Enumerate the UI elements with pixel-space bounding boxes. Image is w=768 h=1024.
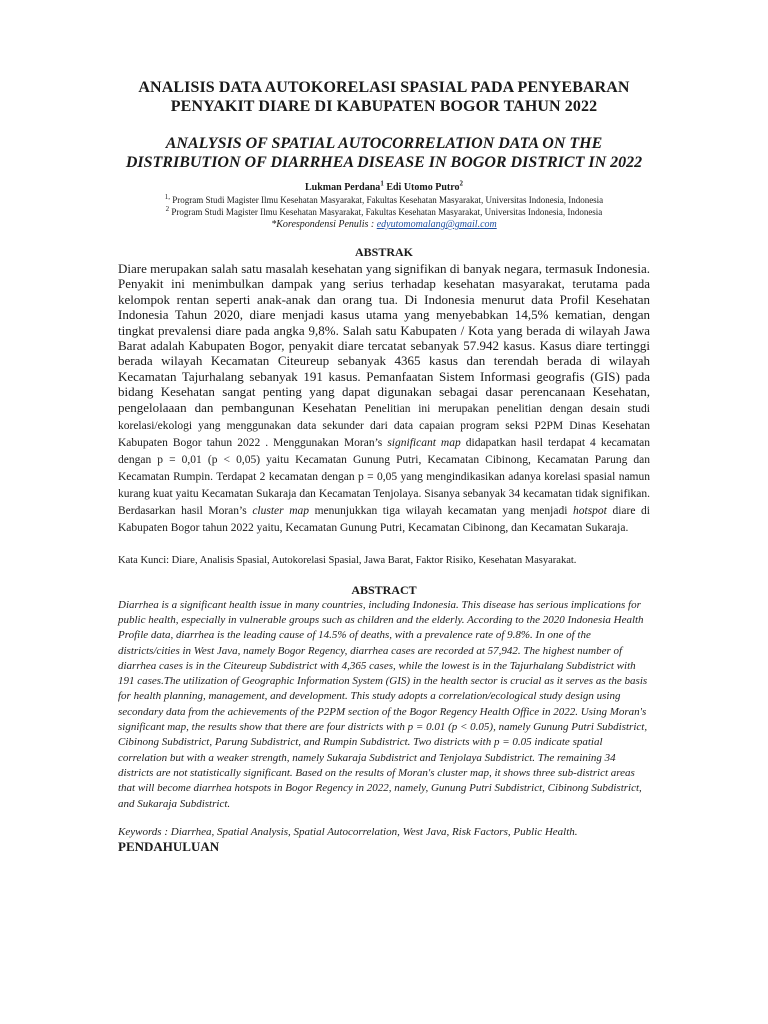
- abstrak-part-small-1: Penelitian ini merupakan penelitian dengan desain studi korelasi/ekologi yang menggunakan data sekunder dari data capaian program seksi P2PM Dinas Kesehatan Kabupaten Bogor tahun 2022 . Menggunakan Moran’s: [118, 402, 651, 449]
- kata-kunci: Kata Kunci: Diare, Analisis Spasial, Autokorelasi Spasial, Jawa Barat, Faktor Risiko, Kesehatan Masyarakat.: [118, 554, 577, 566]
- author-2: Edi Utomo Putro: [383, 182, 460, 193]
- affiliation-2: [118, 207, 650, 218]
- title-indonesian: [118, 0, 650, 116]
- affiliation-1-text: Program Studi Magister Ilmu Kesehatan Masyarakat, Fakultas Kesehatan Masyarakat, Universitas Indonesia, Indonesia: [170, 195, 604, 205]
- title-english-line-2: DISTRIBUTION OF DIARRHEA DISEASE IN BOGOR DISTRICT IN 2022: [125, 154, 643, 171]
- correspondence-email-link[interactable]: edyutomomalang@gmail.com: [376, 219, 497, 230]
- affiliation-1-sup: 1,: [164, 193, 171, 201]
- abstrak-italic-1: significant map: [387, 436, 461, 449]
- title-indonesian-line-2: PENYAKIT DIARE DI KABUPATEN BOGOR TAHUN 2022: [170, 98, 598, 115]
- affiliation-2-text: Program Studi Magister Ilmu Kesehatan Masyarakat, Fakultas Kesehatan Masyarakat, Universitas Indonesia, Indonesia: [169, 207, 603, 217]
- abstrak-part-large: Diare merupakan salah satu masalah kesehatan yang signifikan di banyak negara, termasuk Indonesia. Penyakit ini menimbulkan dampak yang serius terhadap kesehatan masyarakat, terutama pada kelompok rentan seperti anak-anak dan orang tua. Di Indonesia menurut data Profil Kesehatan Indonesia Tahun 2020, diare menjadi kasus utama yang menyebabkan 14,5% kematian, dengan tingkat prevalensi diare pada angka 9,8%. Salah satu Kabupaten / Kota yang berada di wilayah Jawa Barat adalah Kabupaten Bogor, penyakit diare tercatat sebanyak 57.942 kasus. Kasus diare tertinggi berada wilayah Kecamatan Citeureup sebanyak 4365 kasus dan terendah berada di wilayah Kecamatan Tajurhalang sebanyak 191 kasus. Pemanfaatan Sistem Informasi geografis (GIS) pada bidang Kesehatan sangat penting yang dapat digunakan sebagai dasar perencanaan Kesehatan, pengelolaaan dan pembangunan Kesehatan: [118, 261, 650, 415]
- title-english-line-1: ANALYSIS OF SPATIAL AUTOCORRELATION DATA ON THE: [165, 135, 603, 152]
- correspondence: [118, 219, 650, 231]
- pendahuluan-heading: PENDAHULUAN: [118, 838, 220, 854]
- abstrak-italic-3: hotspot: [573, 504, 607, 517]
- author-2-sup: 2: [459, 179, 463, 188]
- title-indonesian-line-1: ANALISIS DATA AUTOKORELASI SPASIAL PADA PENYEBARAN: [138, 79, 630, 96]
- abstrak-part-small-2: didapatkan hasil terdapat 4 kecamatan dengan p = 0,01 (p < 0,05) yaitu Kecamatan Gunung Putri, Kecamatan Cibinong, Kecamatan Parung dan Kecamatan Rumpin. Terdapat 2 kecamatan dengan p = 0,05 yang mengindikasikan adanya korelasi spasial namun kurang kuat yaitu Kecamatan Sukaraja dan Kecamatan Tenjolaya. Sisanya sebanyak 34 kecamatan tidak signifikan. Berdasarkan hasil Moran’s: [118, 436, 650, 517]
- affiliation-2-sup: 2: [165, 205, 170, 213]
- keywords: Keywords : Diarrhea, Spatial Analysis, Spatial Autocorrelation, West Java, Risk Factors, Public Health.: [118, 825, 578, 838]
- author-1: Lukman Perdana: [305, 182, 381, 193]
- affiliation-1: [118, 195, 650, 206]
- abstrak-heading: ABSTRAK: [354, 245, 413, 259]
- author-1-sup: 1: [380, 179, 384, 188]
- abstrak-part-small-3: menunjukkan tiga wilayah kecamatan yang menjadi: [309, 504, 573, 517]
- abstrak-part-small-4: diare di Kabupaten Bogor tahun 2022 yaitu, Kecamatan Gunung Putri, Kecamatan Cibinong, dan Kecamatan Sukaraja.: [118, 504, 650, 534]
- title-english: [118, 116, 650, 172]
- authors: [118, 179, 650, 194]
- abstract-text: Diarrhea is a significant health issue in many countries, including Indonesia. This disease has serious implications for public health, especially in vulnerable groups such as children and the elderly. According to the 2020 Indonesia Health Profile data, diarrhea is the leading cause of 14.5% of deaths, with a prevalence rate of 9.8%. In one of the districts/cities in West Java, namely Bogor Regency, diarrhea cases are recorded at 57,942. The highest number of diarrhea cases is in the Citeureup Subdistrict with 4,365 cases, while the lowest is in the Tajurhalang Subdistrict with 191 cases.The utilization of Geographic Information System (GIS) in the health sector is crucial as it serves as the basis for health planning, management, and development. This study adopts a correlation/ecological study design using secondary data from the achievements of the P2PM section of the Bogor Regency Health Office in 2022. Using Moran's significant map, the results show that there are four districts with p = 0.01 (p < 0.05), namely Gunung Putri Subdistrict, Cibinong Subdistrict, Parung Subdistrict, and Rumpin Subdistrict. Two districts with p = 0.05 indicate spatial correlation but with a weaker strength, namely Sukaraja Subdistrict and Tenjolaya Subdistrict. The remaining 34 districts are not statistically significant. Based on the results of Moran's cluster map, it shows three sub-district areas that will become diarrhea hotspots in Bogor Regency in 2022, namely, Gunung Putri Subdistrict, Cibinong Subdistrict, and Sukaraja Subdistrict.: [118, 598, 648, 810]
- abstract-heading: ABSTRACT: [351, 582, 417, 597]
- correspondence-label: *Korespondensi Penulis :: [271, 219, 377, 230]
- abstrak-italic-2: cluster map: [252, 504, 310, 517]
- abstrak-text: [118, 261, 650, 536]
